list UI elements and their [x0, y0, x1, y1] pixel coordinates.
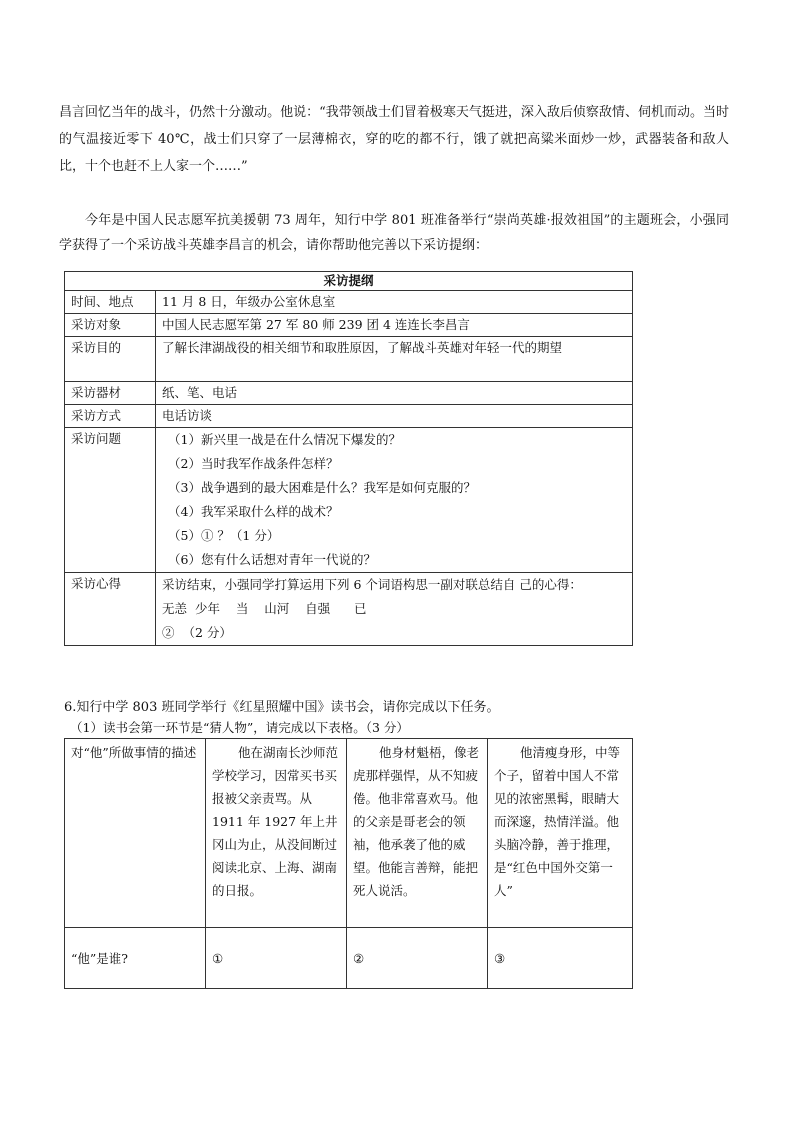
questions-cell	[156, 428, 633, 573]
row-value-method: 电话访谈	[156, 405, 633, 428]
row-label-who: “他”是谁?	[65, 928, 206, 989]
description-cell: 他在湖南长沙师范学校学习，因常买书买报被父亲责骂。从 1911 年 1927 年上井冈山为止，从没间断过阅读北京、上海、湖南的日报。	[206, 739, 347, 928]
row-label-description: 对“他”所做事情的描述	[65, 739, 206, 928]
row-label-time-place: 时间、地点	[65, 291, 156, 314]
description-cell: 他清瘦身形，中等个子，留着中国人不常见的浓密黑髯，眼睛大而深邃，热情洋溢。他头脑冷静，善于推理，是“红色中国外交第一人”	[488, 739, 633, 928]
row-value-time-place: 11 月 8 日，年级办公室休息室	[156, 291, 633, 314]
outline-title: 采访提纲	[65, 272, 633, 291]
row-label-purpose: 采访目的	[65, 337, 156, 382]
row-label-target: 采访对象	[65, 314, 156, 337]
row-label-equipment: 采访器材	[65, 382, 156, 405]
question-item: （6）您有什么话想对青年一代说的？	[168, 552, 376, 567]
reflection-line: 采访结束，小强同学打算运用下列 6 个词语构思一副对联总结自 己的心得：	[162, 577, 582, 592]
reflection-cell	[156, 573, 633, 646]
question-item: （1）新兴里一战是在什么情况下爆发的？	[168, 432, 401, 447]
reflection-words: 无恙 少年 当 山河 自强 已	[162, 601, 367, 616]
row-value-target: 中国人民志愿军第 27 军 80 师 239 团 4 连连长李昌言	[156, 314, 633, 337]
row-label-method: 采访方式	[65, 405, 156, 428]
reflection-blank: ② （2 分）	[162, 625, 232, 640]
interview-outline-table	[64, 271, 633, 646]
guess-person-table	[64, 738, 633, 989]
intro-paragraph-2: 今年是中国人民志愿军抗美援朝 73 周年，知行中学 801 班准备举行“崇尚英雄·报效祖国”的主题班会，小强同学获得了一个采访战斗英雄李昌言的机会，请你帮助他完善以下采访提纲：	[59, 213, 729, 253]
question-6-subtask: （1）读书会第一环节是“猜人物”，请完成以下表格。（3 分）	[70, 720, 409, 735]
answer-blank: ②	[347, 928, 488, 989]
question-6-heading: 6.知行中学 803 班同学举行《红星照耀中国》读书会，请你完成以下任务。	[64, 700, 500, 715]
row-label-questions: 采访问题	[65, 428, 156, 573]
description-cell: 他身材魁梧，像老虎那样强悍，从不知疲倦。他非常喜欢马。他的父亲是哥老会的领袖，他承袭了他的威望。他能言善辩，能把死人说活。	[347, 739, 488, 928]
question-item-blank: （5）① ？（1 分）	[168, 528, 280, 543]
question-item: （2）当时我军作战条件怎样？	[168, 456, 339, 471]
row-label-reflection: 采访心得	[65, 573, 156, 646]
answer-blank: ①	[206, 928, 347, 989]
row-value-equipment: 纸、笔、电话	[156, 382, 633, 405]
row-value-purpose: 了解长津湖战役的相关细节和取胜原因，了解战斗英雄对年轻一代的期望	[156, 337, 633, 382]
intro-paragraph-1: 昌言回忆当年的战斗，仍然十分激动。他说：“我带领战士们冒着极寒天气挺进，深入敌后侦察敌情、伺机而动。当时的气温接近零下 40℃，战士们只穿了一层薄棉衣，穿的吃的都不行，饿了就把高粱米面炒一炒，武器装备和敌人比，十个也赶不上人家一个……”	[59, 105, 729, 174]
question-item: （4）我军采取什么样的战术？	[168, 504, 339, 519]
question-item: （3）战争遇到的最大困难是什么？我军是如何克服的？	[168, 480, 476, 495]
answer-blank: ③	[488, 928, 633, 989]
